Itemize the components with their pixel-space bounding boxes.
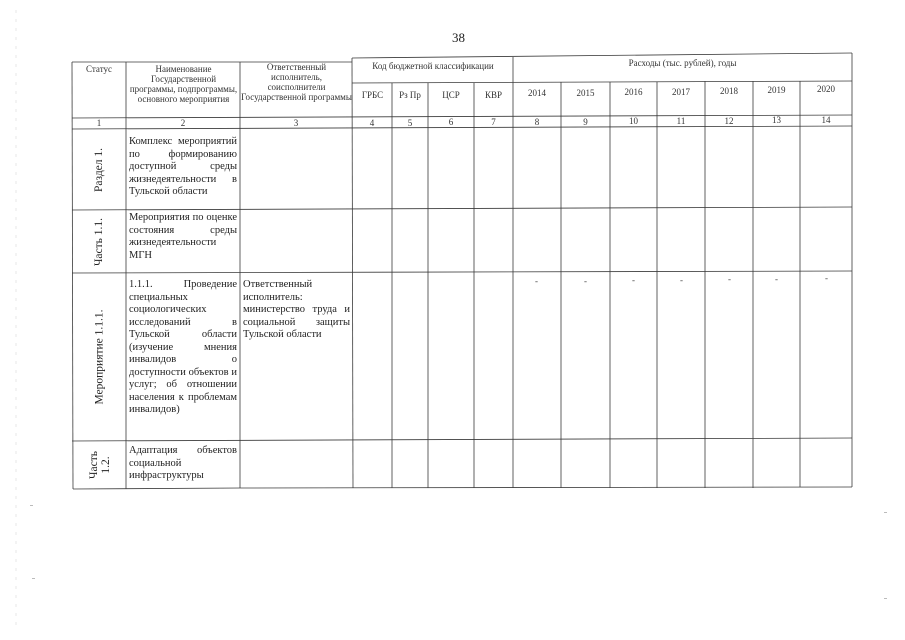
col-number: 13 bbox=[772, 115, 781, 125]
header-rzpr: Рз Пр bbox=[399, 90, 421, 100]
header-budget-code: Код бюджетной классификации bbox=[372, 61, 494, 71]
header-name: Наименование Государственной программы, подпрограммы, основного мероприятия bbox=[129, 64, 238, 104]
col-number: 11 bbox=[676, 116, 686, 126]
header-expenses: Расходы (тыс. рублей), годы bbox=[628, 58, 737, 68]
col-number: 7 bbox=[491, 117, 496, 127]
col-number: 1 bbox=[96, 118, 102, 128]
row-responsible-activity-1-1-1: Ответственный исполнитель: министерство труда и социальной защиты Тульской области bbox=[243, 279, 350, 340]
row-name-part-1-2: Адаптация объектов социальной инфраструктуры bbox=[129, 445, 237, 481]
scan-speck bbox=[30, 505, 33, 506]
header-kvr: КВР bbox=[484, 90, 502, 100]
col-number: 12 bbox=[724, 116, 734, 126]
col-number: 9 bbox=[583, 117, 588, 127]
col-number: 6 bbox=[448, 117, 454, 127]
header-year-2020: 2020 bbox=[817, 84, 835, 94]
header-responsible: Ответственный исполнитель, соисполнители Государственной программы bbox=[241, 62, 352, 102]
scan-speck bbox=[32, 578, 35, 579]
header-year-2018: 2018 bbox=[720, 86, 738, 96]
year-value-2015: - bbox=[584, 276, 587, 286]
row-name-part-1-1: Мероприятия по оценке состояния среды жизнедеятельности МГН bbox=[129, 212, 237, 261]
scan-speck bbox=[884, 598, 887, 599]
scan-speck bbox=[884, 512, 887, 513]
row-status-section-1: Раздел 1. bbox=[93, 147, 106, 192]
header-year-2015: 2015 bbox=[576, 88, 595, 98]
year-value-2020: - bbox=[825, 273, 828, 283]
row-name-section-1: Комплекс мероприятий по формированию доступной среды жизнедеятельности в Тульской области bbox=[129, 136, 237, 197]
col-number: 3 bbox=[293, 118, 299, 128]
year-value-2019: - bbox=[775, 274, 778, 284]
header-csr: ЦСР bbox=[442, 90, 460, 100]
row-status-part-1-1: Часть 1.1. bbox=[93, 217, 106, 266]
col-number: 8 bbox=[534, 117, 540, 127]
year-value-2014: - bbox=[535, 276, 538, 286]
header-status: Статус bbox=[86, 64, 112, 74]
row-status-part-1-2: Часть 1.2. bbox=[87, 451, 112, 479]
row-name-activity-1-1-1: 1.1.1. Проведение специальных социологических исследований в Тульской области (изучение мнения инвалидов о доступности объектов и услуг; об отношении населения к проблемам инвалидов) bbox=[129, 279, 237, 415]
header-year-2017: 2017 bbox=[672, 87, 690, 97]
page-number: 38 bbox=[452, 30, 465, 45]
col-number: 10 bbox=[629, 116, 638, 126]
year-value-2018: - bbox=[728, 274, 731, 284]
row-status-activity-1-1-1: Мероприятие 1.1.1. bbox=[93, 309, 106, 405]
col-number: 4 bbox=[369, 118, 375, 128]
header-grbs: ГРБС bbox=[361, 90, 384, 100]
header-year-2019: 2019 bbox=[767, 85, 786, 95]
col-number: 2 bbox=[180, 118, 186, 128]
header-year-2016: 2016 bbox=[624, 87, 643, 97]
year-value-2016: - bbox=[632, 275, 635, 285]
year-value-2017: - bbox=[680, 275, 683, 285]
col-number: 5 bbox=[407, 118, 413, 128]
header-year-2014: 2014 bbox=[528, 88, 546, 98]
col-number: 14 bbox=[821, 115, 831, 125]
